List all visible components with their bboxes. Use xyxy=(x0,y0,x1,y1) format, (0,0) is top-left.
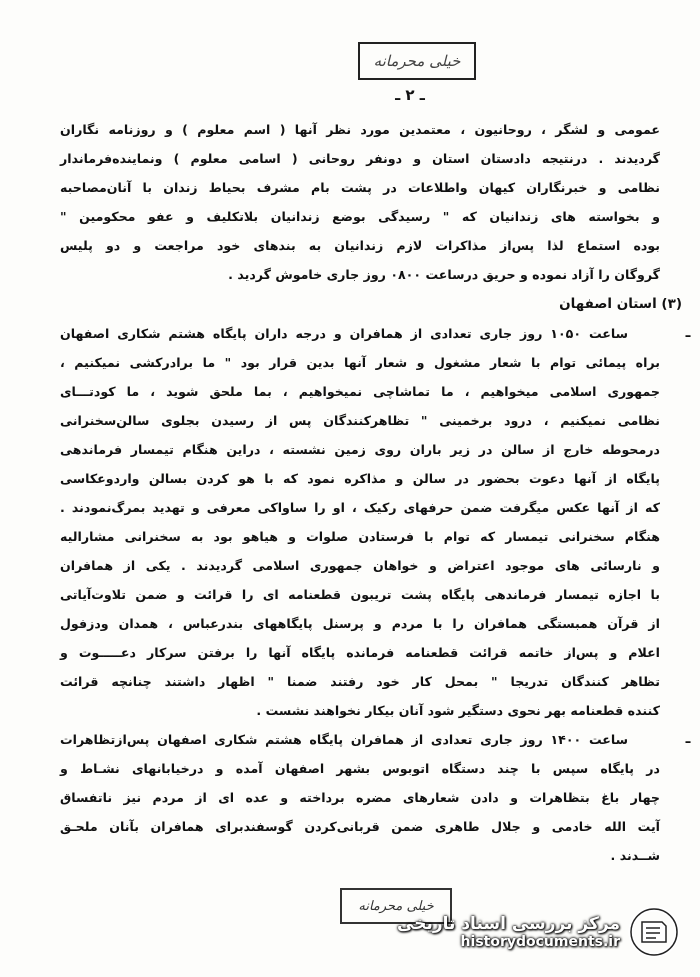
watermark xyxy=(380,901,680,963)
classification-stamp-text: خیلی محرمانه xyxy=(358,898,434,914)
text-line: نظامی نمیکنیم ، درود برخمینی " تظاهرکنندگان پس از رسیدن بجلوی سالن‌سخنرانی xyxy=(60,413,660,428)
page-number: ـ ۲ ـ xyxy=(395,86,425,104)
text-line: تظاهر کنندگان تدریجا " بمحل کار خود رفتند ضمنا " اظهار داشتند چنانچه قرائت xyxy=(60,674,660,689)
text-line: نظامی و خبرنگاران کیهان واطلاعات در پشت بام مشرف بحیاط زندان با آنان‌مصاحبه xyxy=(60,180,660,195)
text-line: عمومی و لشگر ، روحانیون ، معتمدین مورد نظر آنها ( اسم معلوم ) و روزنامه نگاران xyxy=(60,122,660,137)
watermark-title: مرکز بررسی اسناد تاریخی xyxy=(397,914,620,934)
section-item-1 xyxy=(60,319,691,725)
archive-logo-icon xyxy=(628,906,680,958)
text-line: براه پیمائی توام با شعار مشغول و شعار آنها بدین قرار بود " ما برادرکشی نمیکنیم ، xyxy=(60,355,660,370)
section-item-2 xyxy=(60,725,691,870)
item-bullet: ـ xyxy=(685,731,691,747)
text-line: چهار باغ بتظاهرات و دادن شعارهای مضره برداخته و عده ای از مردم نیز نا‌تفساق xyxy=(60,790,660,805)
watermark-url: historydocuments.ir xyxy=(460,934,620,950)
text-line: و نارسائی های موجود اعتراض و خواهان جمهوری اسلامی گردیدند . یکی از همافران xyxy=(60,558,660,573)
classification-stamp-text: خیلی محرمانه xyxy=(373,52,461,70)
text-line: پایگاه از آنها دعوت بحضور در سالن و مذاکره نمود که با هو کردن بسالن واردوعکاسی xyxy=(60,471,660,486)
text-line: بوده استماع لذا پس‌از مذاکرات لازم زندانیان به بندهای خود مراجعت و دو پلیس xyxy=(60,238,660,253)
text-line: در پایگاه سپس با چند دستگاه اتوبوس بشهر اصفهان آمده و درخیابانهای نشـاط و xyxy=(60,761,660,776)
text-line: و بخواسته های زندانیان که " رسیدگی بوضع زندانیان بلاتکلیف و عفو محکومین " xyxy=(60,209,660,224)
watermark-text xyxy=(397,914,620,950)
text-line: گروگان را آزاد نموده و حریق درساعت ۰۸۰۰ روز جاری خاموش گردید . xyxy=(228,267,660,282)
document-body xyxy=(60,115,691,870)
paragraph-1 xyxy=(60,115,660,289)
text-line: شــدند . xyxy=(610,848,660,863)
text-line: آیت الله خادمی و جلال طاهری ضمن قربانی‌کردن گوسفندبرای همافران بآنان ملحـق xyxy=(60,819,660,834)
text-line: گردیدند . درنتیجه دادستان استان و دونفر روحانی ( اسامی معلوم ) ونماینده‌فرماندار xyxy=(60,151,660,166)
text-line: ساعت ۱۰۵۰ روز جاری تعدادی از همافران و درجه داران پایگاه هشتم شکاری اصفهان xyxy=(60,326,629,341)
text-line: هنگام سخنرانی تیمسار که توام با فرستادن صلوات و هیاهو بود به سخنرانی مشارالیه xyxy=(60,529,660,544)
text-line: از قرآن همبستگی همافران را با مردم و پرسنل پایگاههای بندرعباس ، همدان ودزفول xyxy=(60,616,660,631)
classification-stamp-top xyxy=(358,42,476,80)
text-line: که از آنها عکس میگرفت ضمن حرفهای رکیک ، او را ساواکی معرفی و تهدید بمرگ‌نمودند . xyxy=(60,500,660,515)
text-line: درمحوطه خارج از سالن در زیر باران روی زمین نشسته ، دراین هنگام تیمسار فرماندهی xyxy=(60,442,660,457)
text-line: کننده قطعنامه بهر نحوی دستگیر شود آنان بیکار نخواهند نشست . xyxy=(256,703,660,718)
item-bullet: ـ xyxy=(685,325,691,341)
text-line: اعلام و پس‌از خاتمه قرائت قطعنامه فرمانده پایگاه آنها را برفتن سرکار دعـــــوت و xyxy=(60,645,660,660)
text-line: با اجازه تیمسار فرماندهی پایگاه پشت تریبون قطعنامه ای را قرائت و ضمن تلاوت‌آیاتی xyxy=(60,587,660,602)
text-line: ساعت ۱۴۰۰ روز جاری تعدادی از همافران پایگاه هشتم شکاری اصفهان پس‌از‌تظاهرات xyxy=(60,732,628,747)
section-title-isfahan: (۳) استان اصفهان xyxy=(559,296,682,312)
text-line: جمهوری اسلامی میخواهیم ، ما تماشاچی نمیخواهیم ، بما ملحق شوید ، ما کودتـــای xyxy=(60,384,660,399)
